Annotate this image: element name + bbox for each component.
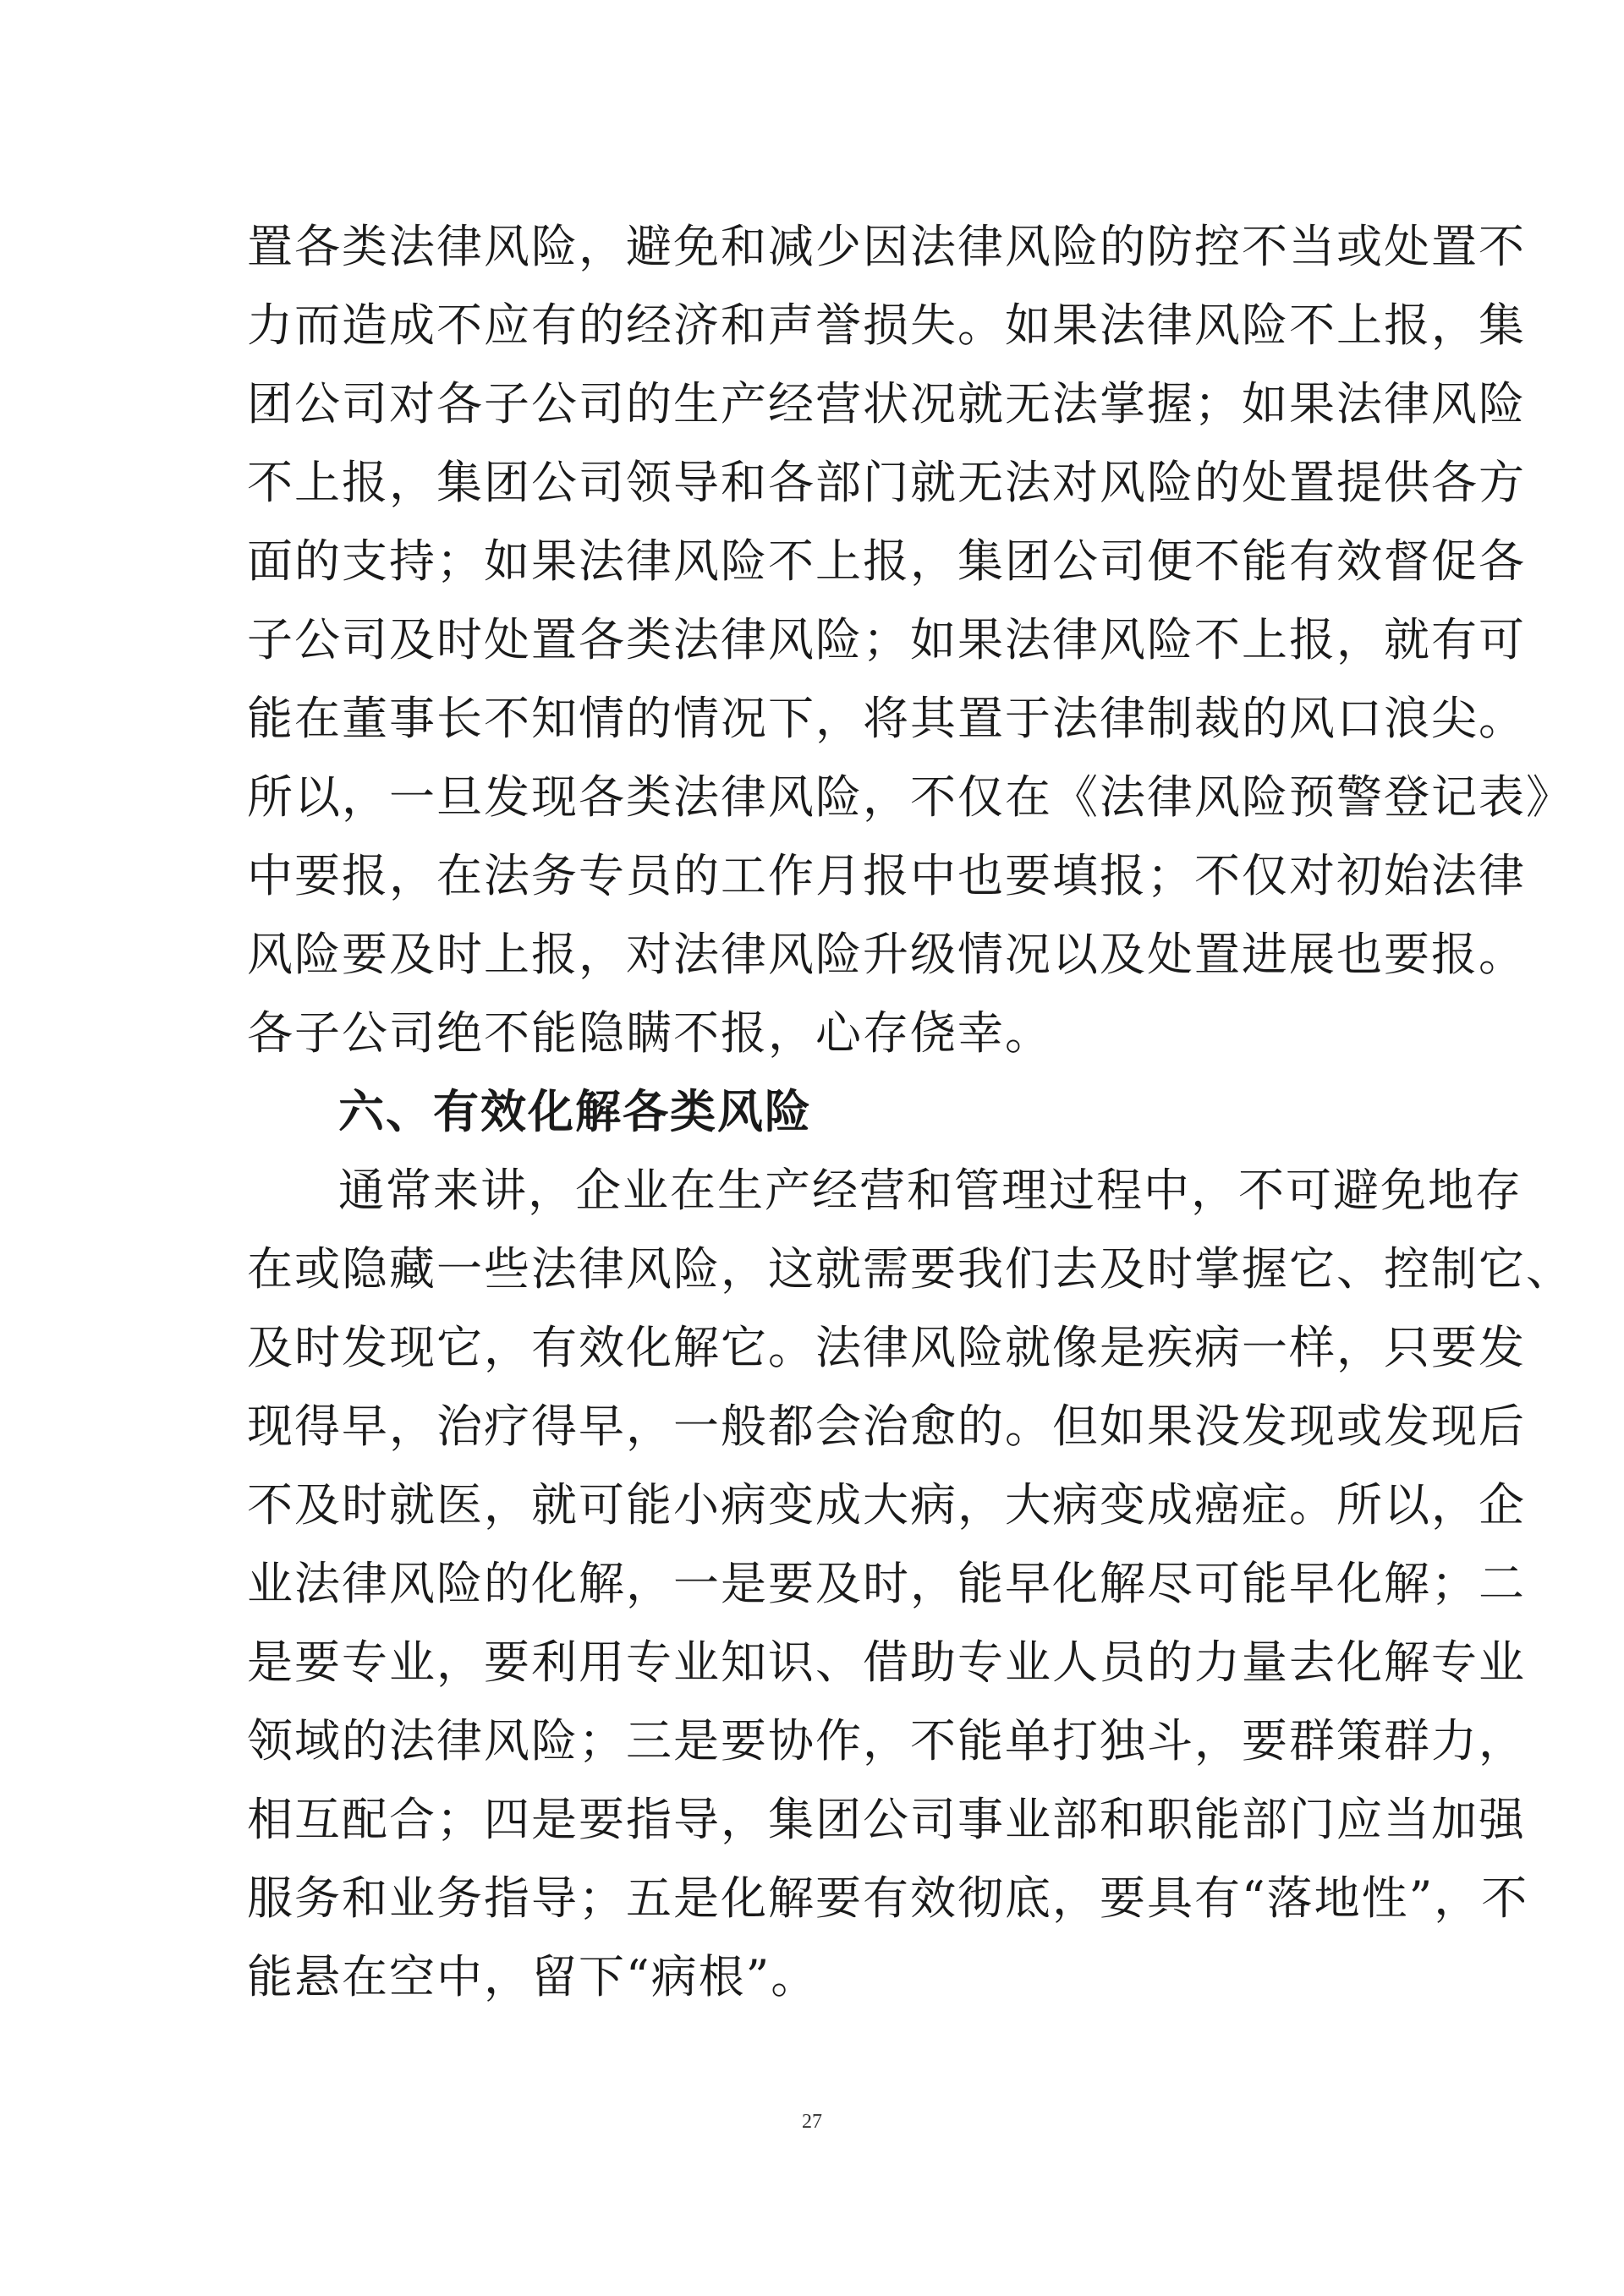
paragraph-line: 面的支持；如果法律风险不上报，集团公司便不能有效督促各 — [247, 534, 1526, 588]
paragraph-line: 相互配合；四是要指导，集团公司事业部和职能部门应当加强 — [247, 1793, 1526, 1846]
paragraph-line: 服务和业务指导；五是化解要有效彻底，要具有“落地性”，不 — [247, 1871, 1529, 1925]
paragraph-continued — [247, 207, 1573, 1072]
paragraph-line: 中要报，在法务专员的工作月报中也要填报；不仅对初始法律 — [247, 849, 1526, 902]
paragraph-line: 领域的法律风险；三是要协作，不能单打独斗，要群策群力， — [247, 1714, 1526, 1767]
paragraph-line: 现得早，治疗得早，一般都会治愈的。但如果没发现或发现后 — [247, 1400, 1526, 1453]
paragraph-line: 不及时就医，就可能小病变成大病，大病变成癌症。所以，企 — [247, 1478, 1526, 1532]
paragraph-line: 风险要及时上报，对法律风险升级情况以及处置进展也要报。 — [247, 928, 1526, 981]
section-heading: 六、有效化解各类风险 — [338, 1084, 812, 1138]
paragraph-line: 通常来讲，企业在生产经营和管理过程中，不可避免地存 — [338, 1164, 1522, 1217]
paragraph-line: 能在董事长不知情的情况下，将其置于法律制裁的风口浪尖。 — [247, 692, 1526, 745]
body-text — [247, 207, 1573, 2016]
page-number: 27 — [802, 2111, 822, 2133]
paragraph-line: 所以，一旦发现各类法律风险，不仅在《法律风险预警登记表》 — [247, 770, 1573, 824]
paragraph-line: 业法律风险的化解，一是要及时，能早化解尽可能早化解；二 — [247, 1557, 1526, 1610]
paragraph-line: 团公司对各子公司的生产经营状况就无法掌握；如果法律风险 — [247, 377, 1526, 430]
paragraph-line: 子公司及时处置各类法律风险；如果法律风险不上报，就有可 — [247, 613, 1526, 666]
paragraph-line: 不上报，集团公司领导和各部门就无法对风险的处置提供各方 — [247, 456, 1526, 509]
paragraph-line: 在或隐藏一些法律风险，这就需要我们去及时掌握它、控制它、 — [247, 1242, 1573, 1296]
paragraph-line: 及时发现它，有效化解它。法律风险就像是疾病一样，只要发 — [247, 1321, 1526, 1374]
paragraph-line: 力而造成不应有的经济和声誉损失。如果法律风险不上报，集 — [247, 299, 1526, 352]
paragraph-line: 是要专业，要利用专业知识、借助专业人员的力量去化解专业 — [247, 1636, 1526, 1689]
paragraph-line: 置各类法律风险，避免和减少因法律风险的防控不当或处置不 — [247, 220, 1526, 273]
paragraph-risk-resolution — [247, 1151, 1573, 2016]
paragraph-line: 能悬在空中，留下“病根”。 — [247, 1950, 819, 2003]
paragraph-line: 各子公司绝不能隐瞒不报，心存侥幸。 — [247, 1006, 1052, 1060]
